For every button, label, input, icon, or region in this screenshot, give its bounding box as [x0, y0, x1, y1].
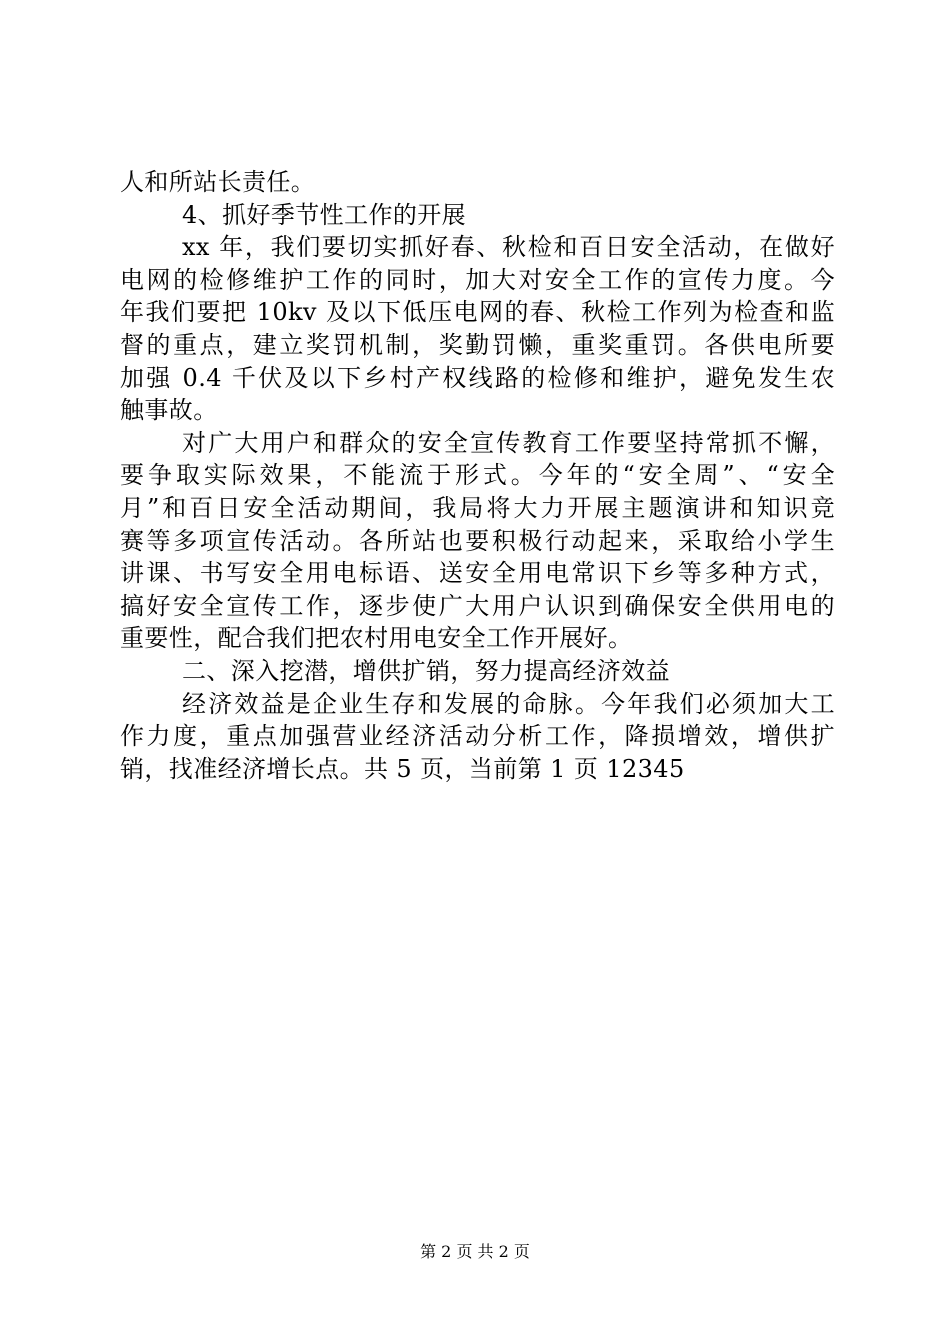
text-line: 搞好安全宣传工作，逐步使广大用户认识到确保安全供用电的: [120, 591, 835, 620]
document-body: [120, 166, 835, 785]
text-line: 销，找准经济增长点。共 5 页，当前第 1 页 12345: [120, 754, 685, 783]
text-line: 电网的检修维护工作的同时，加大对安全工作的宣传力度。今: [120, 265, 835, 294]
text-line: 触事故。: [120, 396, 218, 425]
text-line: 重要性，配合我们把农村用电安全工作开展好。: [120, 624, 633, 653]
text-line: 对广大用户和群众的安全宣传教育工作要坚持常抓不懈，: [182, 428, 835, 457]
text-line: 经济效益是企业生存和发展的命脉。今年我们必须加大工: [182, 689, 835, 718]
text-line: 作力度，重点加强营业经济活动分析工作，降损增效，增供扩: [120, 722, 835, 751]
text-line: xx 年，我们要切实抓好春、秋检和百日安全活动，在做好: [182, 233, 835, 262]
text-line: 月”和百日安全活动期间，我局将大力开展主题演讲和知识竞: [120, 493, 835, 522]
text-line: 人和所站长责任。: [120, 168, 316, 196]
text-line: 督的重点，建立奖罚机制，奖勤罚懒，重奖重罚。各供电所要: [120, 330, 835, 359]
section-heading: 4、抓好季节性工作的开展: [182, 200, 467, 229]
page-number-label: 第 2 页 共 2 页: [420, 1242, 530, 1261]
section-heading: 二、深入挖潜，增供扩销，努力提高经济效益: [182, 656, 670, 685]
page-footer: [0, 1242, 950, 1262]
text-line: 要争取实际效果，不能流于形式。今年的“安全周”、“安全: [120, 461, 835, 490]
text-line: 讲课、书写安全用电标语、送安全用电常识下乡等多种方式，: [120, 559, 835, 588]
text-line: 年我们要把 10kv 及以下低压电网的春、秋检工作列为检查和监: [120, 298, 835, 327]
text-line: 赛等多项宣传活动。各所站也要积极行动起来，采取给小学生: [120, 526, 835, 555]
text-line: 加强 0.4 千伏及以下乡村产权线路的检修和维护，避免发生农: [120, 363, 835, 392]
